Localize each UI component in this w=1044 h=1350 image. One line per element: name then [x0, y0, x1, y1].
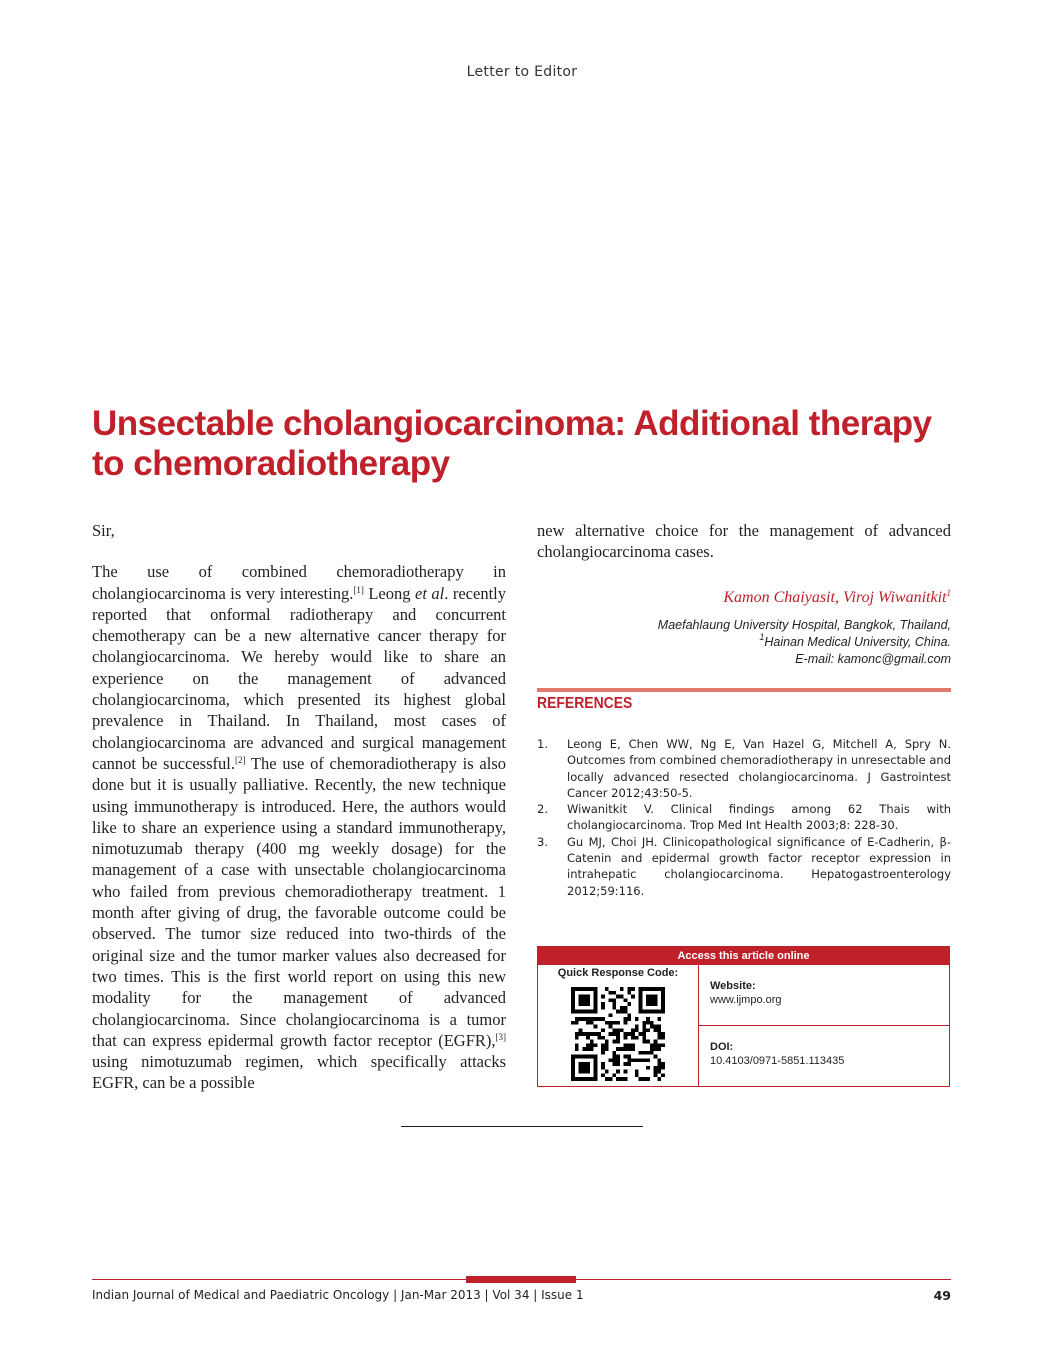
access-article-box: [537, 946, 950, 1087]
doi-label: DOI:: [710, 1041, 734, 1053]
section-label: Letter to Editor: [466, 64, 578, 80]
reference-item: 1. Leong E, Chen WW, Ng E, Van Hazel G, Mitchell A, Spry N. Outcomes from combined chemoradiotherapy in unresectable and locally advanced resected cholangiocarcinoma. J Gastrointest Cancer 2012;43:50-5.: [537, 737, 951, 800]
footer-rule: [92, 1279, 951, 1280]
article-title: Unsectable cholangiocarcinoma: Additional therapy to chemoradiotherapy: [92, 404, 932, 483]
body-paragraph: [92, 561, 506, 1093]
et-al: et al: [415, 583, 445, 603]
citation[interactable]: [1]: [353, 584, 364, 595]
website-link[interactable]: www.ijmpo.org: [710, 994, 782, 1006]
author-affiliations: [537, 617, 951, 668]
affiliation-1: Maefahlaung University Hospital, Bangkok, Thailand,: [657, 617, 951, 632]
end-rule: [401, 1126, 643, 1127]
body-paragraph-continued: new alternative choice for the management of advanced cholangiocarcinoma cases.: [537, 521, 951, 562]
body-text: using nimotuzumab regimen, which specifically attacks EGFR, can be a possible: [92, 1052, 506, 1093]
citation[interactable]: [3]: [495, 1031, 506, 1042]
author-names: Kamon Chaiyasit, Viroj Wiwanitkit$^1$: [723, 587, 951, 606]
qr-code-icon[interactable]: [571, 987, 665, 1081]
citation[interactable]: [2]: [234, 754, 246, 765]
references-heading: REFERENCES: [537, 695, 633, 712]
footer-journal: Indian Journal of Medical and Paediatric Oncology | Jan-Mar 2013 | Vol 34 | Issue 1: [92, 1288, 584, 1302]
left-column: [92, 520, 506, 1094]
body-text: The use of combined chemoradiotherapy in cholangiocarcinoma is very interesting.: [92, 562, 506, 603]
affiliation-2: $^1$Hainan Medical University, China.: [759, 631, 951, 649]
page-number: 49: [933, 1288, 951, 1303]
doi-row: [699, 1026, 949, 1086]
access-heading: Access this article online: [538, 947, 949, 965]
body-text: The use of chemoradiotherapy is also done but it is usually palliative. Recently, the new technique using immunotherapy is introduced. Here, the authors would like to share an experience using a standard immunotherapy, nimotuzumab therapy (400 mg weekly dosage) for the management of a case with unsectable cholangiocarcinoma who failed from previous chemoradiotherapy treatment. 1 month after giving of drug, the favorable outcome could be observed. The tumor size reduced into two-thirds of the original size and the tumor marker values also decreased for two times. This is the first world report on using this new modality for the management of advanced cholangiocarcinoma. Since cholangiocarcinoma is a tumor that can express epidermal growth factor receptor (EGFR),: [92, 753, 506, 1050]
references-list: [537, 736, 951, 899]
reference-item: 2. Wiwanitkit V. Clinical findings among 62 Thais with cholangiocarcinoma. Trop Med Int Health 2003;8: 228-30.: [537, 802, 951, 833]
qr-cell: [538, 965, 699, 1086]
doi-link[interactable]: 10.4103/0971-5851.113435: [710, 1055, 845, 1067]
website-row: [699, 965, 949, 1026]
website-label: Website:: [710, 980, 756, 992]
right-column: [537, 520, 951, 668]
body-text: . recently reported that onformal radiotherapy and concurrent chemotherapy can be a new alternative cancer therapy for cholangiocarcinoma. We hereby would like to share an experience on the management of advanced cholangiocarcinoma, which presented its highest global prevalence in Thailand. In Thailand, most cases of cholangiocarcinoma are advanced and surgical management cannot be successful.: [92, 583, 507, 773]
references-rule: [537, 688, 951, 692]
reference-item: 3. Gu MJ, Choi JH. Clinicopathological significance of E-Cadherin, β-Catenin and epidermal growth factor receptor expression in intrahepatic cholangiocarcinoma. Hepatogastroenterology 2012;59:116.: [537, 834, 951, 898]
body-text: Leong: [363, 583, 415, 603]
qr-label: Quick Response Code:: [557, 967, 679, 979]
author-email[interactable]: E-mail: kamonc@gmail.com: [795, 651, 951, 666]
salutation: Sir,: [92, 521, 115, 540]
